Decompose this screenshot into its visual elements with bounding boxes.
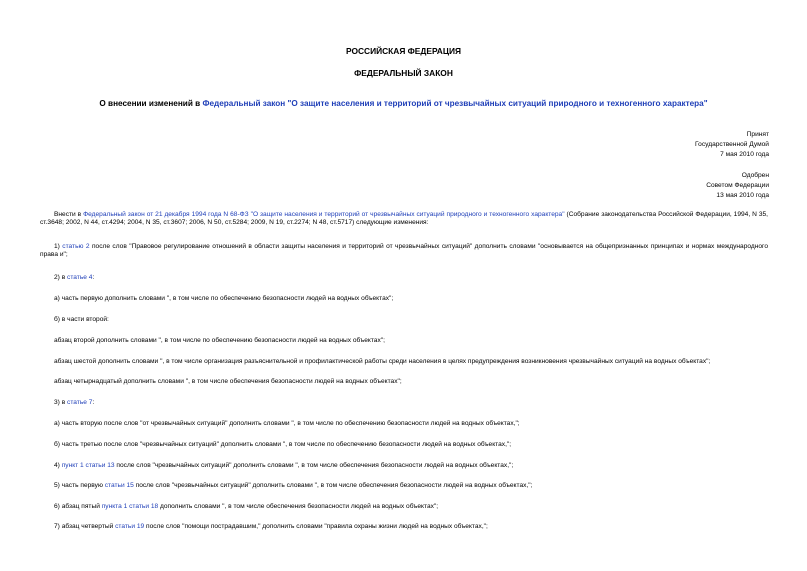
item-3-link[interactable]: статье 7: [67, 399, 93, 406]
item-5-paragraph: [40, 482, 768, 490]
item-2-link[interactable]: статье 4: [67, 274, 93, 281]
intro-law-link[interactable]: Федеральный закон от 21 декабря 1994 года N 68-ФЗ "О защите населения и территорий от чрезвычайных ситуаций природного и техногенного характера": [83, 211, 565, 218]
item-2b2-paragraph: абзац шестой дополнить словами ", в том числе организация разъяснительной и профилактической работы среди населения в целях предупреждения возникновения чрезвычайных ситуаций на водных объектах";: [54, 358, 711, 365]
country-title: РОССИЙСКАЯ ФЕДЕРАЦИЯ: [345, 46, 462, 56]
item-5-prefix: 5) часть первую: [54, 482, 105, 489]
adopted-label: Принят: [746, 131, 769, 138]
item-3-suffix: :: [92, 399, 95, 406]
item-3-prefix: 3) в: [54, 399, 68, 406]
item-7-prefix: 7) абзац четвертый: [54, 523, 116, 530]
item-4-paragraph: [40, 462, 768, 470]
item-3b-paragraph: б) часть третью после слов "чрезвычайных ситуаций" дополнить словами ", в том числе по обеспечению безопасности людей на водных объектах,";: [54, 441, 512, 448]
item-2-prefix: 2) в: [54, 274, 68, 281]
item-7-link[interactable]: статьи 19: [115, 523, 145, 530]
item-6-paragraph: [40, 503, 768, 511]
item-1-suffix: после слов "Правовое регулирование отношений в области защиты населения и территорий от чрезвычайных ситуаций" дополнить словами "основывается на общепризнанных принципах и нормах международного права и";: [40, 243, 768, 258]
item-7-paragraph: [40, 523, 768, 531]
adopted-by: Государственной Думой: [695, 141, 769, 148]
item-3-paragraph: [40, 399, 768, 407]
item-4-suffix: после слов "чрезвычайных ситуаций" дополнить словами ", в том числе обеспечения безопасности людей на водных объектах,";: [114, 462, 514, 469]
item-5-link[interactable]: статьи 15: [104, 482, 134, 489]
item-3a-paragraph: а) часть вторую после слов "от чрезвычайных ситуаций" дополнить словами ", в том числе по обеспечению безопасности людей на водных объектах,";: [54, 420, 520, 427]
intro-prefix: Внести в: [54, 211, 84, 218]
adopted-date: 7 мая 2010 года: [720, 151, 769, 158]
item-6-link[interactable]: пункта 1 статьи 18: [101, 503, 159, 510]
item-4-prefix: 4): [54, 462, 62, 469]
approved-by: Советом Федерации: [706, 182, 769, 189]
item-6-suffix: дополнить словами ", в том числе обеспечения безопасности людей на водных объектах";: [158, 503, 439, 510]
item-7-suffix: после слов "помощи пострадавшим," дополнить словами "правила охраны жизни людей на водных объектах,";: [144, 523, 488, 530]
law-type-title: ФЕДЕРАЛЬНЫЙ ЗАКОН: [354, 68, 453, 78]
item-5-suffix: после слов "чрезвычайных ситуаций" дополнить словами ", в том числе обеспечения безопасности людей на водных объектах,";: [133, 482, 533, 489]
item-6-prefix: 6) абзац пятый: [54, 503, 102, 510]
item-2b-paragraph: б) в части второй:: [54, 316, 109, 323]
approved-date: 13 мая 2010 года: [716, 192, 769, 199]
law-heading-link[interactable]: Федеральный закон "О защите населения и территорий от чрезвычайных ситуаций природного и техногенного характера": [202, 99, 708, 108]
intro-suffix: (Собрание законодательства Российской Федерации, 1994, N 35, ст.3648; 2002, N 44, ст.4294; 2004, N 35, ст.3607; 2006, N 50, ст.5284; 2009, N 19, ст.2274; N 48, ст.5717) следующие изменения:: [40, 211, 769, 226]
item-1-paragraph: [40, 243, 768, 259]
item-2-suffix: :: [92, 274, 95, 281]
approved-label: Одобрен: [741, 172, 769, 179]
law-heading: [0, 99, 807, 109]
item-2-paragraph: [40, 274, 768, 282]
item-1-link[interactable]: статью 2: [62, 243, 90, 250]
item-2b1-paragraph: абзац второй дополнить словами ", в том числе по обеспечению безопасности людей на водных объектах";: [54, 337, 385, 344]
intro-paragraph: [40, 211, 768, 227]
law-heading-prefix: О внесении изменений в: [99, 99, 203, 108]
item-2b3-paragraph: абзац четырнадцатый дополнить словами ", в том числе обеспечения безопасности людей на водных объектах";: [54, 378, 402, 385]
item-2a-paragraph: а) часть первую дополнить словами ", в том числе по обеспечению безопасности людей на водных объектах";: [54, 295, 394, 302]
item-1-prefix: 1): [54, 243, 63, 250]
item-4-link[interactable]: пункт 1 статьи 13: [61, 462, 115, 469]
